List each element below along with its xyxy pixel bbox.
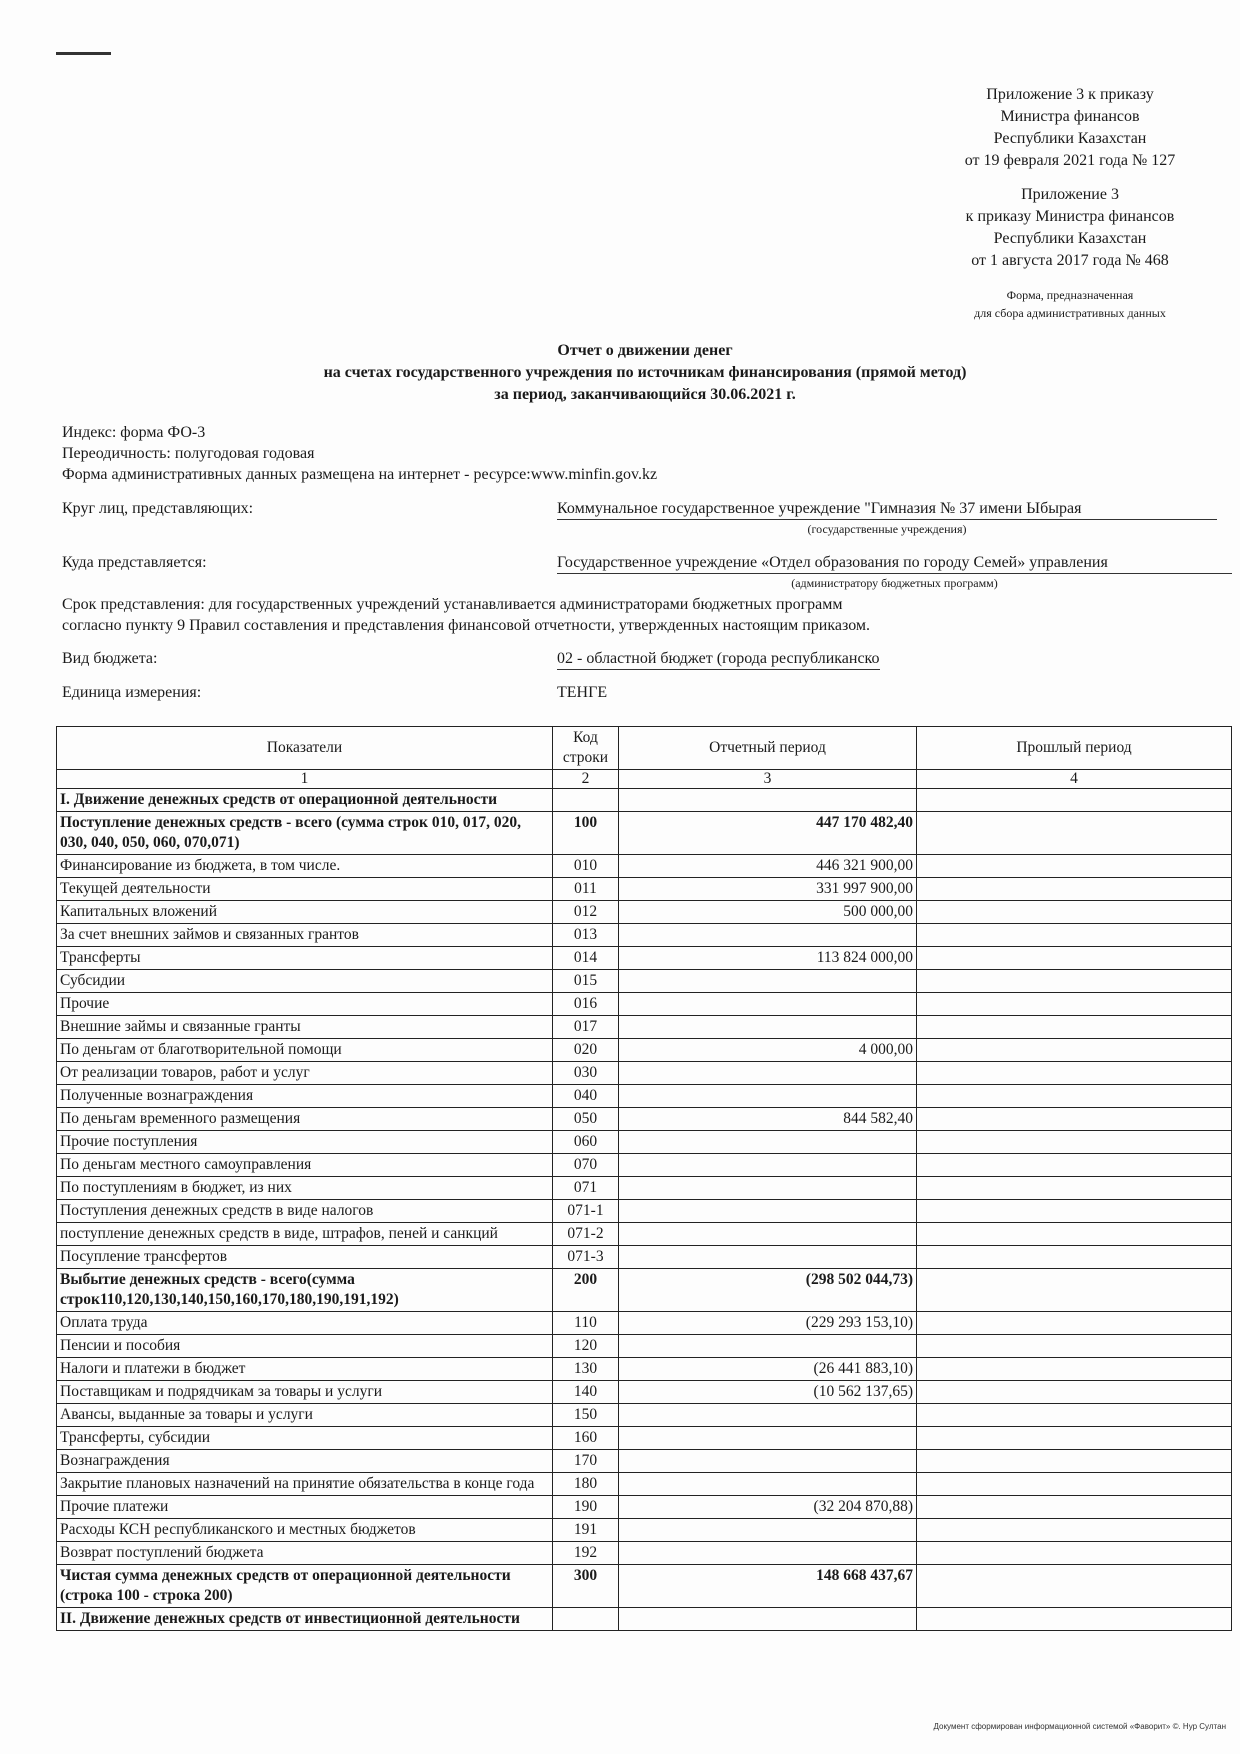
row-code: 070: [553, 1154, 619, 1177]
row-current-value: (32 204 870,88): [619, 1496, 917, 1519]
row-previous-value: [917, 1565, 1232, 1608]
meta-block: [62, 422, 657, 485]
table-row: [57, 789, 1232, 812]
row-label: Посупление трансфертов: [57, 1246, 553, 1269]
row-code: 071-1: [553, 1200, 619, 1223]
row-code: 015: [553, 970, 619, 993]
row-code: 071: [553, 1177, 619, 1200]
row-label: Текущей деятельности: [57, 878, 553, 901]
row-previous-value: [917, 812, 1232, 855]
row-previous-value: [917, 924, 1232, 947]
deadline-block: [62, 594, 870, 636]
row-previous-value: [917, 1062, 1232, 1085]
table-row: [57, 1542, 1232, 1565]
table-row: [57, 1381, 1232, 1404]
table-row: [57, 1016, 1232, 1039]
table-row: [57, 1246, 1232, 1269]
row-code: 060: [553, 1131, 619, 1154]
row-label: Возврат поступлений бюджета: [57, 1542, 553, 1565]
row-current-value: [619, 1473, 917, 1496]
row-current-value: [619, 1542, 917, 1565]
row-current-value: [619, 1016, 917, 1039]
row-code: 200: [553, 1269, 619, 1312]
row-current-value: [619, 1450, 917, 1473]
row-label: Внешние займы и связанные гранты: [57, 1016, 553, 1039]
row-code: 110: [553, 1312, 619, 1335]
row-current-value: [619, 1200, 917, 1223]
row-previous-value: [917, 1269, 1232, 1312]
column-number-row: [57, 770, 1232, 789]
table-row: [57, 1565, 1232, 1608]
meta-index: Индекс: форма ФО-3: [62, 424, 206, 441]
table-row: [57, 1519, 1232, 1542]
row-code: 300: [553, 1565, 619, 1608]
row-code: 030: [553, 1062, 619, 1085]
row-previous-value: [917, 1381, 1232, 1404]
recipient-hint: (администратору бюджетных программ): [791, 576, 998, 590]
row-code: 071-2: [553, 1223, 619, 1246]
row-previous-value: [917, 1246, 1232, 1269]
row-code: [553, 789, 619, 812]
table-row: [57, 1427, 1232, 1450]
header-current-period: Отчетный период: [619, 727, 917, 770]
table-row: [57, 1404, 1232, 1427]
row-label: Выбытие денежных средств - всего(сумма строк110,120,130,140,150,160,170,180,190,191,192): [57, 1269, 553, 1312]
column-number: 1: [57, 770, 553, 789]
row-code: 191: [553, 1519, 619, 1542]
row-current-value: 148 668 437,67: [619, 1565, 917, 1608]
recipient-label: Куда представляется:: [62, 554, 207, 571]
top-margin-mark: [56, 52, 111, 55]
table-header-row: [57, 727, 1232, 770]
row-previous-value: [917, 1496, 1232, 1519]
row-code: 160: [553, 1427, 619, 1450]
circle-value: Коммунальное государственное учреждение "Гимназия № 37 имени Ыбырая: [557, 500, 1217, 520]
table-row: [57, 1608, 1232, 1631]
row-previous-value: [917, 1427, 1232, 1450]
row-previous-value: [917, 1085, 1232, 1108]
row-current-value: [619, 1335, 917, 1358]
table-row: [57, 855, 1232, 878]
row-current-value: [619, 924, 917, 947]
appendix-line: к приказу Министра финансов: [965, 208, 1175, 225]
row-label: Поставщикам и подрядчикам за товары и услуги: [57, 1381, 553, 1404]
row-label: I. Движение денежных средств от операционной деятельности: [57, 789, 553, 812]
form-note-line: Форма, предназначенная: [1006, 288, 1134, 302]
row-previous-value: [917, 1223, 1232, 1246]
recipient-value: Государственное учреждение «Отдел образования по городу Семей» управления: [557, 554, 1232, 574]
row-current-value: [619, 993, 917, 1016]
column-number: 3: [619, 770, 917, 789]
row-current-value: 447 170 482,40: [619, 812, 917, 855]
appendix-order-2021: [940, 84, 1200, 172]
row-code: 100: [553, 812, 619, 855]
row-label: Прочие платежи: [57, 1496, 553, 1519]
table-row: [57, 1062, 1232, 1085]
row-code: 150: [553, 1404, 619, 1427]
table-row: [57, 970, 1232, 993]
row-label: Расходы КСН республиканского и местных бюджетов: [57, 1519, 553, 1542]
row-current-value: [619, 1427, 917, 1450]
table-row: [57, 1335, 1232, 1358]
column-number: 2: [553, 770, 619, 789]
row-current-value: [619, 1131, 917, 1154]
row-current-value: [619, 1223, 917, 1246]
row-code: 040: [553, 1085, 619, 1108]
table-row: [57, 1177, 1232, 1200]
row-current-value: [619, 1177, 917, 1200]
row-code: 012: [553, 901, 619, 924]
row-label: Чистая сумма денежных средств от операционной деятельности (строка 100 - строка 200): [57, 1565, 553, 1608]
row-previous-value: [917, 993, 1232, 1016]
row-label: Полученные вознаграждения: [57, 1085, 553, 1108]
table-row: [57, 1358, 1232, 1381]
report-title: [0, 340, 1240, 406]
row-previous-value: [917, 1335, 1232, 1358]
row-label: Поступления денежных средств в виде налогов: [57, 1200, 553, 1223]
table-row: [57, 1085, 1232, 1108]
row-label: Капитальных вложений: [57, 901, 553, 924]
table-row: [57, 1312, 1232, 1335]
table-row: [57, 924, 1232, 947]
row-label: Оплата труда: [57, 1312, 553, 1335]
budget-label: Вид бюджета:: [62, 650, 158, 667]
row-previous-value: [917, 1108, 1232, 1131]
row-label: По деньгам временного размещения: [57, 1108, 553, 1131]
row-previous-value: [917, 1542, 1232, 1565]
deadline-line: согласно пункту 9 Правил составления и представления финансовой отчетности, утвержденных настоящим приказом.: [62, 617, 871, 634]
row-code: 014: [553, 947, 619, 970]
row-code: 140: [553, 1381, 619, 1404]
row-current-value: 4 000,00: [619, 1039, 917, 1062]
appendix-line: Министра финансов: [1000, 108, 1140, 125]
table-row: [57, 812, 1232, 855]
row-previous-value: [917, 1404, 1232, 1427]
table-row: [57, 901, 1232, 924]
circle-label: Круг лиц, представляющих:: [62, 500, 254, 517]
row-label: По деньгам местного самоуправления: [57, 1154, 553, 1177]
row-current-value: [619, 1062, 917, 1085]
row-current-value: [619, 1519, 917, 1542]
row-label: Субсидии: [57, 970, 553, 993]
table-row: [57, 1108, 1232, 1131]
title-line-2: на счетах государственного учреждения по источникам финансирования (прямой метод): [323, 364, 967, 381]
row-code: [553, 1608, 619, 1631]
row-previous-value: [917, 901, 1232, 924]
row-current-value: (298 502 044,73): [619, 1269, 917, 1312]
deadline-line: Срок представления: для государственных учреждений устанавливается администраторами бюджетных программ: [62, 596, 843, 613]
table-row: [57, 1496, 1232, 1519]
row-previous-value: [917, 1131, 1232, 1154]
row-code: 013: [553, 924, 619, 947]
row-label: По деньгам от благотворительной помощи: [57, 1039, 553, 1062]
row-previous-value: [917, 1358, 1232, 1381]
row-code: 010: [553, 855, 619, 878]
row-label: Авансы, выданные за товары и услуги: [57, 1404, 553, 1427]
row-code: 011: [553, 878, 619, 901]
row-code: 017: [553, 1016, 619, 1039]
row-label: За счет внешних займов и связанных грантов: [57, 924, 553, 947]
meta-resource: Форма административных данных размещена на интернет - ресурсе:www.minfin.gov.kz: [62, 466, 658, 483]
row-code: 192: [553, 1542, 619, 1565]
appendix-line: Республики Казахстан: [993, 230, 1147, 247]
row-current-value: [619, 1404, 917, 1427]
row-label: Налоги и платежи в бюджет: [57, 1358, 553, 1381]
row-current-value: (26 441 883,10): [619, 1358, 917, 1381]
appendix-order-2017: [940, 184, 1200, 272]
title-line-3: за период, заканчивающийся 30.06.2021 г.: [494, 386, 796, 403]
table-row: [57, 1200, 1232, 1223]
row-label: Вознаграждения: [57, 1450, 553, 1473]
row-previous-value: [917, 878, 1232, 901]
header-indicators: Показатели: [57, 727, 553, 770]
row-previous-value: [917, 1519, 1232, 1542]
row-previous-value: [917, 947, 1232, 970]
row-label: Финансирование из бюджета, в том числе.: [57, 855, 553, 878]
appendix-line: Приложение 3 к приказу: [986, 86, 1154, 103]
row-current-value: (229 293 153,10): [619, 1312, 917, 1335]
row-previous-value: [917, 1473, 1232, 1496]
row-current-value: (10 562 137,65): [619, 1381, 917, 1404]
row-current-value: [619, 1154, 917, 1177]
row-label: II. Движение денежных средств от инвестиционной деятельности: [57, 1608, 553, 1631]
row-label: Пенсии и пособия: [57, 1335, 553, 1358]
row-current-value: 446 321 900,00: [619, 855, 917, 878]
meta-periodicity: Переодичность: полугодовая годовая: [62, 445, 315, 462]
row-label: Прочие поступления: [57, 1131, 553, 1154]
row-label: Трансферты, субсидии: [57, 1427, 553, 1450]
row-code: 016: [553, 993, 619, 1016]
row-code: 190: [553, 1496, 619, 1519]
table-row: [57, 1039, 1232, 1062]
table-row: [57, 947, 1232, 970]
row-code: 170: [553, 1450, 619, 1473]
table-row: [57, 1223, 1232, 1246]
row-current-value: [619, 1246, 917, 1269]
footer-note: Документ сформирован информационной системой «Фаворит» ©. Нур Султан: [933, 1722, 1226, 1731]
row-current-value: 844 582,40: [619, 1108, 917, 1131]
row-previous-value: [917, 1200, 1232, 1223]
circle-hint: (государственные учреждения): [807, 522, 967, 536]
row-current-value: [619, 789, 917, 812]
table-row: [57, 993, 1232, 1016]
row-previous-value: [917, 1154, 1232, 1177]
cash-flow-table: [56, 726, 1232, 1631]
table-row: [57, 1154, 1232, 1177]
row-code: 050: [553, 1108, 619, 1131]
row-current-value: 331 997 900,00: [619, 878, 917, 901]
row-code: 120: [553, 1335, 619, 1358]
table-row: [57, 1269, 1232, 1312]
row-label: От реализации товаров, работ и услуг: [57, 1062, 553, 1085]
row-previous-value: [917, 1039, 1232, 1062]
unit-value: ТЕНГЕ: [557, 684, 608, 701]
row-previous-value: [917, 970, 1232, 993]
row-label: поступление денежных средств в виде, штрафов, пеней и санкций: [57, 1223, 553, 1246]
budget-value: 02 - областной бюджет (города республиканско: [557, 650, 880, 670]
row-previous-value: [917, 1177, 1232, 1200]
row-label: Прочие: [57, 993, 553, 1016]
table-row: [57, 1473, 1232, 1496]
row-previous-value: [917, 1312, 1232, 1335]
row-previous-value: [917, 1016, 1232, 1039]
header-code: Код строки: [553, 727, 619, 770]
appendix-line: Приложение 3: [1021, 186, 1119, 203]
table-row: [57, 1131, 1232, 1154]
title-line-1: Отчет о движении денег: [557, 342, 733, 359]
row-previous-value: [917, 1450, 1232, 1473]
row-code: 020: [553, 1039, 619, 1062]
row-label: Трансферты: [57, 947, 553, 970]
form-note-line: для сбора административных данных: [974, 306, 1166, 320]
appendix-line: от 1 августа 2017 года № 468: [971, 252, 1169, 269]
appendix-line: от 19 февраля 2021 года № 127: [964, 152, 1176, 169]
row-current-value: [619, 970, 917, 993]
row-previous-value: [917, 855, 1232, 878]
row-code: 180: [553, 1473, 619, 1496]
row-label: По поступлениям в бюджет, из них: [57, 1177, 553, 1200]
table-row: [57, 878, 1232, 901]
row-current-value: 113 824 000,00: [619, 947, 917, 970]
header-previous-period: Прошлый период: [917, 727, 1232, 770]
form-purpose-note: [940, 286, 1200, 322]
row-previous-value: [917, 1608, 1232, 1631]
column-number: 4: [917, 770, 1232, 789]
row-previous-value: [917, 789, 1232, 812]
row-current-value: [619, 1608, 917, 1631]
unit-label: Единица измерения:: [62, 684, 202, 701]
appendix-line: Республики Казахстан: [993, 130, 1147, 147]
row-code: 071-3: [553, 1246, 619, 1269]
table-row: [57, 1450, 1232, 1473]
row-label: Закрытие плановых назначений на принятие обязательства в конце года: [57, 1473, 553, 1496]
row-current-value: 500 000,00: [619, 901, 917, 924]
row-code: 130: [553, 1358, 619, 1381]
row-current-value: [619, 1085, 917, 1108]
row-label: Поступление денежных средств - всего (сумма строк 010, 017, 020, 030, 040, 050, 060, 070,071): [57, 812, 553, 855]
table-body: [57, 789, 1232, 1631]
